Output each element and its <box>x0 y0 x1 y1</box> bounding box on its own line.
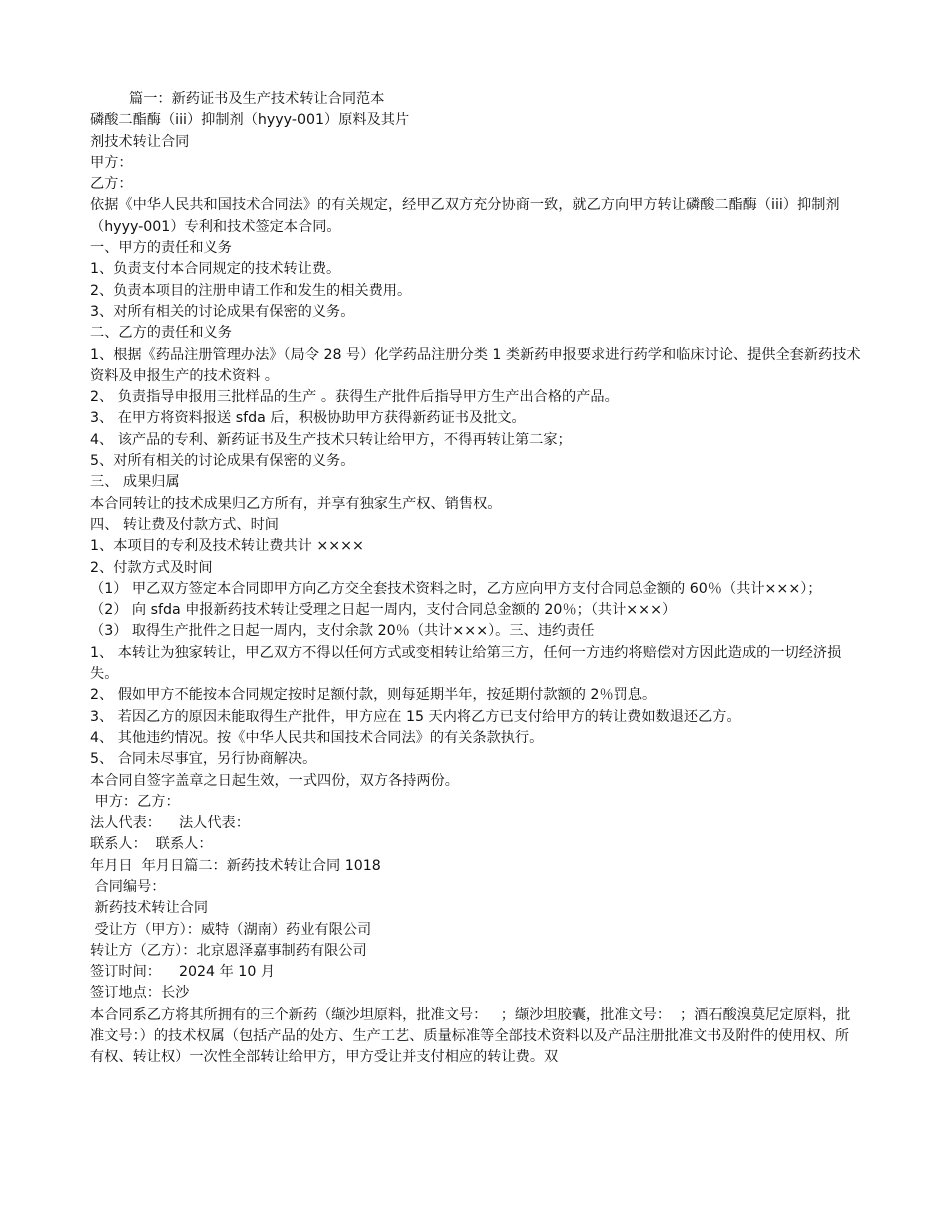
signature-dates: 年月日 年月日篇二：新药技术转让合同 1018 <box>90 857 381 874</box>
signature-contacts: 联系人： 联系人： <box>90 836 213 853</box>
transferor-line: 转让方（乙方）：北京恩泽嘉事制药有限公司 <box>90 942 367 959</box>
signature-parties: 甲方：乙方： <box>90 793 180 810</box>
contract-2-body: 本合同系乙方将其所拥有的三个新药（缬沙坦原料，批准文号： ；缬沙坦胶囊，批准文号： ；酒石酸溴莫尼定原料，批准文号：）的技术权属（包括产品的处方、生产工艺、质量标准等全部技术资料以及产品注册批准文书及附件的使用权、所有权、转让权）一次性全部转让给甲方，甲方受让并支付相应的转让费。双 <box>90 1006 851 1066</box>
contract-title-line-2: 剂技术转让合同 <box>90 133 190 150</box>
preamble-paragraph: 依据《中华人民共和国技术合同法》的有关规定，经甲乙双方充分协商一致，就乙方向甲方转让磷酸二酯酶（iii）抑制剂（hyyy-001）专利和技术签定本合同。 <box>90 197 840 235</box>
party-b-duty-4: 4、 该产品的专利、新药证书及生产技术只转让给甲方，不得再转让第二家； <box>90 431 572 448</box>
transferee-line: 受让方（甲方）：威特（湖南）药业有限公司 <box>90 921 372 938</box>
party-a-duty-1: 1、负责支付本合同规定的技术转让费。 <box>90 261 341 278</box>
party-a-label: 甲方： <box>90 154 133 171</box>
heading-party-b-duties: 二、乙方的责任和义务 <box>90 325 232 342</box>
contract-number-label: 合同编号： <box>90 878 166 895</box>
breach-item-2: 2、 假如甲方不能按本合同规定按时足额付款，则每延期半年，按延期付款额的 2％罚息。 <box>90 687 657 704</box>
party-b-duty-3: 3、 在甲方将资料报送 sfda 后，积极协助甲方获得新药证书及批文。 <box>90 410 526 427</box>
breach-item-1: 1、 本转让为独家转让，甲乙双方不得以任何方式或变相转让给第三方，任何一方违约将赔偿对方因此造成的一切经济损失。 <box>90 644 842 683</box>
fee-item-1: 1、本项目的专利及技术转让费共计 ×××× <box>90 538 364 555</box>
breach-item-3: 3、 若因乙方的原因未能取得生产批件，甲方应在 15 天内将乙方已支付给甲方的转让费如数退还乙方。 <box>90 708 741 725</box>
party-b-label: 乙方： <box>90 176 133 193</box>
contract-2-title: 新药技术转让合同 <box>90 900 209 917</box>
party-a-duty-3: 3、对所有相关的讨论成果有保密的义务。 <box>90 303 355 320</box>
signing-place-line: 签订地点：长沙 <box>90 985 190 1002</box>
breach-item-5: 5、 合同未尽事宜，另行协商解决。 <box>90 751 317 768</box>
heading-party-a-duties: 一、甲方的责任和义务 <box>90 240 232 257</box>
party-b-duty-5: 5、对所有相关的讨论成果有保密的义务。 <box>90 453 355 470</box>
signature-legal-reps: 法人代表： 法人代表： <box>90 815 250 832</box>
party-a-duty-2: 2、负责本项目的注册申请工作和发生的相关费用。 <box>90 282 412 299</box>
party-b-duty-1: 1、根据《药品注册管理办法》（局令 28 号）化学药品注册分类 1 类新药申报要求进行药学和临床讨论、提供全套新药技术资料及申报生产的技术资料 。 <box>90 346 861 384</box>
heading-results-ownership: 三、 成果归属 <box>90 474 180 491</box>
document-body <box>90 89 862 1069</box>
results-ownership-text: 本合同转让的技术成果归乙方所有，并享有独家生产权、销售权。 <box>90 495 502 512</box>
contract-title-line-1: 磷酸二酯酶（iii）抑制剂（hyyy-001）原料及其片 <box>90 112 410 129</box>
section-title: 篇一：新药证书及生产技术转让合同范本 <box>129 91 385 107</box>
fee-item-2: 2、付款方式及时间 <box>90 559 213 576</box>
heading-fees-payment: 四、 转让费及付款方式、时间 <box>90 516 279 533</box>
party-b-duty-2: 2、 负责指导申报用三批样品的生产 。获得生产批件后指导甲方生产出合格的产品。 <box>90 389 619 406</box>
signing-time-line: 签订时间： 2024 年 10 月 <box>90 964 276 981</box>
payment-step-1: （1） 甲乙双方签定本合同即甲方向乙方交全套技术资料之时，乙方应向甲方支付合同总金额的 60％（共计×××）； <box>90 580 822 597</box>
payment-step-3: （3） 取得生产批件之日起一周内，支付余款 20％（共计×××）。三、违约责任 <box>90 623 595 640</box>
breach-item-4: 4、 其他违约情况。按《中华人民共和国技术合同法》的有关条款执行。 <box>90 729 544 746</box>
effective-clause: 本合同自签字盖章之日起生效，一式四份，双方各持两份。 <box>90 772 459 789</box>
payment-step-2: （2） 向 sfda 申报新药技术转让受理之日起一周内，支付合同总金额的 20％；（共计×××） <box>90 602 677 619</box>
